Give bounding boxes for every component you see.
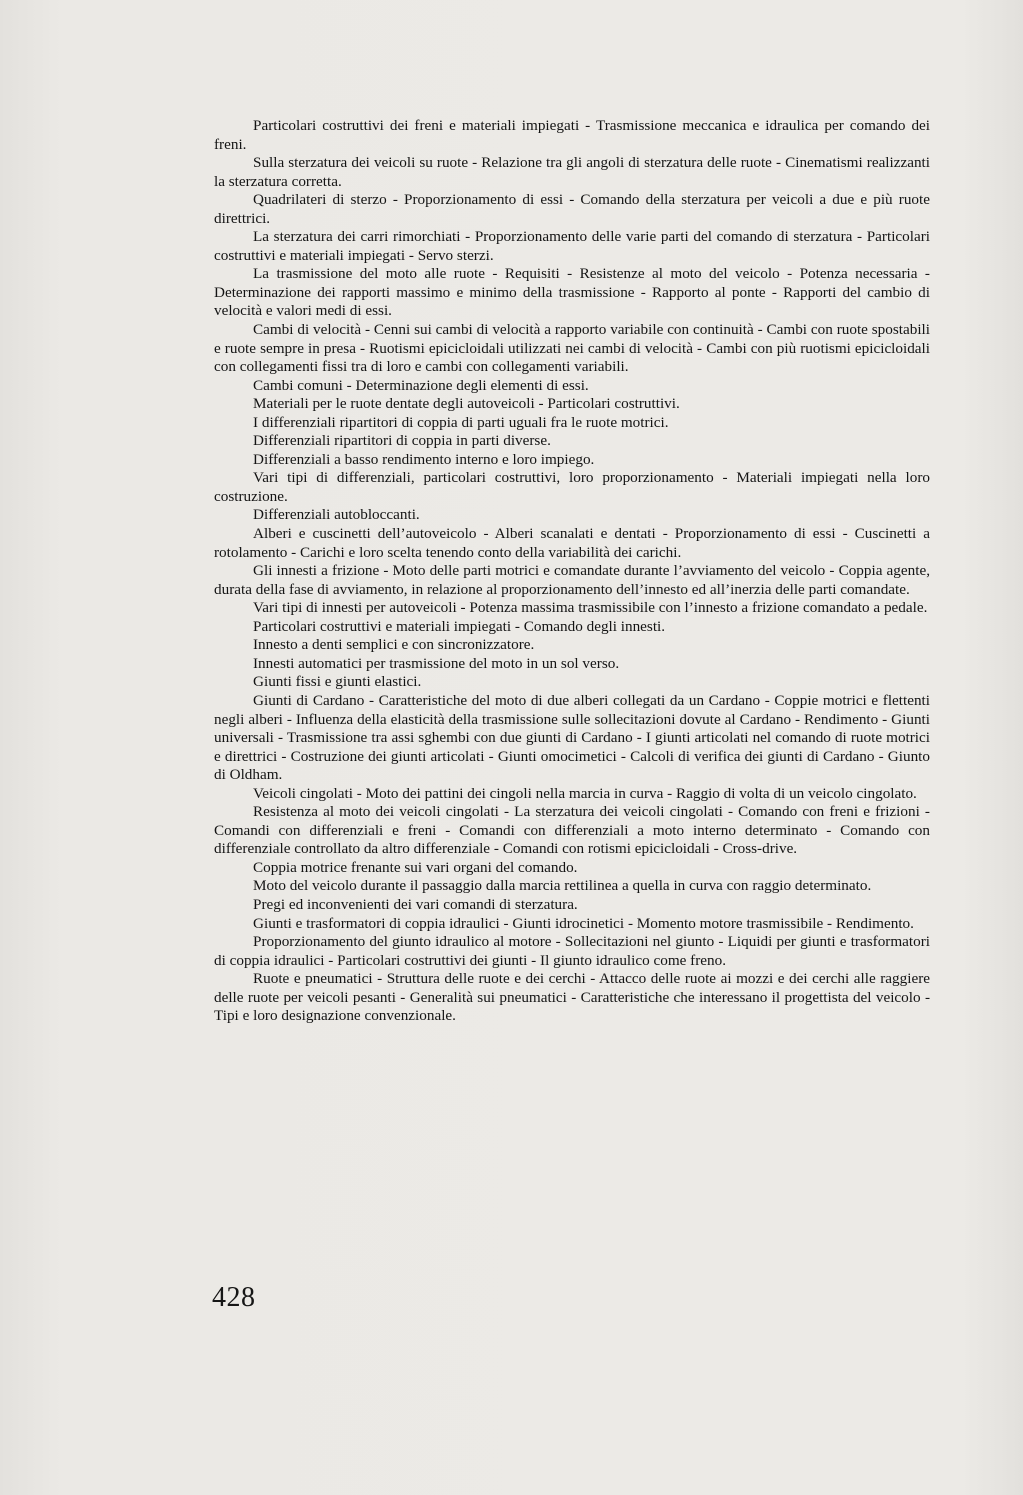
paragraph: Differenziali autobloccanti. (253, 506, 420, 524)
paragraph: Vari tipi di differenziali, particolari costruttivi, loro proporzionamento - Materiali impiegati nella loro costruzione. (214, 469, 930, 505)
paragraph: Resistenza al moto dei veicoli cingolati - La sterzatura dei veicoli cingolati - Comando con freni e frizioni - Comandi con differenziali e freni - Comandi con differenziali a moto interno determinato - Comando con differenziale controllato da altro differenziale - Comandi con rotismi epicicloidali - Cross-drive. (214, 803, 930, 858)
paragraph: La trasmissione del moto alle ruote - Requisiti - Resistenze al moto del veicolo - Potenza necessaria - Determinazione dei rapporti massimo e minimo della trasmissione - Rapporto al ponte - Rapporti del cambio di velocità e valori medi di essi. (214, 265, 930, 320)
body-text (214, 117, 930, 1026)
paragraph: Veicoli cingolati - Moto dei pattini dei cingoli nella marcia in curva - Raggio di volta di un veicolo cingolato. (253, 784, 917, 802)
paragraph: Cambi comuni - Determinazione degli elementi di essi. (253, 376, 589, 394)
paragraph: La sterzatura dei carri rimorchiati - Proporzionamento delle varie parti del comando di sterzatura - Particolari costruttivi e materiali impiegati - Servo sterzi. (214, 228, 930, 264)
paragraph: Coppia motrice frenante sui vari organi del comando. (253, 858, 578, 876)
paragraph: Giunti e trasformatori di coppia idraulici - Giunti idrocinetici - Momento motore trasmissibile - Rendimento. (253, 914, 914, 932)
paragraph: Moto del veicolo durante il passaggio dalla marcia rettilinea a quella in curva con raggio determinato. (253, 877, 872, 895)
paragraph: Gli innesti a frizione - Moto delle parti motrici e comandate durante l’avviamento del veicolo - Coppia agente, durata della fase di avviamento, in relazione al proporzionamento dell’innesto ed all’inerzia delle parti comandate. (214, 562, 930, 598)
paragraph: Giunti di Cardano - Caratteristiche del moto di due alberi collegati da un Cardano - Coppie motrici e flettenti negli alberi - Influenza della elasticità della trasmissione sulle sollecitazioni dovute al Cardano - Rendimento - Giunti universali - Trasmissione tra assi sghembi con due giunti di Cardano - I giunti articolati nel comando di ruote motrici e direttrici - Costruzione dei giunti articolati - Giunti omocimetici - Calcoli di verifica dei giunti di Cardano - Giunto di Oldham. (214, 691, 930, 784)
paragraph: Alberi e cuscinetti dell’autoveicolo - Alberi scanalati e dentati - Proporzionamento di essi - Cuscinetti a rotolamento - Carichi e loro scelta tenendo conto della variabilità dei carichi. (214, 525, 930, 561)
paragraph: Differenziali ripartitori di coppia in parti diverse. (253, 432, 551, 450)
paragraph: Sulla sterzatura dei veicoli su ruote - Relazione tra gli angoli di sterzatura delle ruote - Cinematismi realizzanti la sterzatura corretta. (214, 154, 930, 190)
paragraph: Materiali per le ruote dentate degli autoveicoli - Particolari costruttivi. (253, 395, 680, 413)
paragraph: Giunti fissi e giunti elastici. (253, 673, 422, 691)
paragraph: Vari tipi di innesti per autoveicoli - Potenza massima trasmissibile con l’innesto a frizione comandato a pedale. (253, 599, 928, 617)
paragraph: Proporzionamento del giunto idraulico al motore - Sollecitazioni nel giunto - Liquidi per giunti e trasformatori di coppia idraulici - Particolari costruttivi dei giunti - Il giunto idraulico come freno. (214, 933, 930, 969)
paragraph: Particolari costruttivi dei freni e materiali impiegati - Trasmissione meccanica e idraulica per comando dei freni. (214, 117, 930, 153)
paragraph: Cambi di velocità - Cenni sui cambi di velocità a rapporto variabile con continuità - Cambi con ruote spostabili e ruote sempre in presa - Ruotismi epicicloidali utilizzati nei cambi di velocità - Cambi con più ruotismi epicicloidali con collegamenti fissi tra di loro e cambi con collegamenti variabili. (214, 321, 930, 376)
paragraph: I differenziali ripartitori di coppia di parti uguali fra le ruote motrici. (253, 413, 669, 431)
paragraph: Particolari costruttivi e materiali impiegati - Comando degli innesti. (253, 617, 666, 635)
paragraph: Innesto a denti semplici e con sincronizzatore. (253, 636, 535, 654)
paragraph: Quadrilateri di sterzo - Proporzionamento di essi - Comando della sterzatura per veicoli a due e più ruote direttrici. (214, 191, 930, 227)
page-number: 428 (212, 1282, 256, 1313)
paragraph: Innesti automatici per trasmissione del moto in un sol verso. (253, 654, 620, 672)
paragraph: Differenziali a basso rendimento interno e loro impiego. (253, 450, 595, 468)
paragraph: Ruote e pneumatici - Struttura delle ruote e dei cerchi - Attacco delle ruote ai mozzi e dei cerchi alle raggiere delle ruote per veicoli pesanti - Generalità sui pneumatici - Caratteristiche che interessano il progettista del veicolo - Tipi e loro designazione convenzionale. (214, 970, 930, 1025)
paragraph: Pregi ed inconvenienti dei vari comandi di sterzatura. (253, 895, 578, 913)
